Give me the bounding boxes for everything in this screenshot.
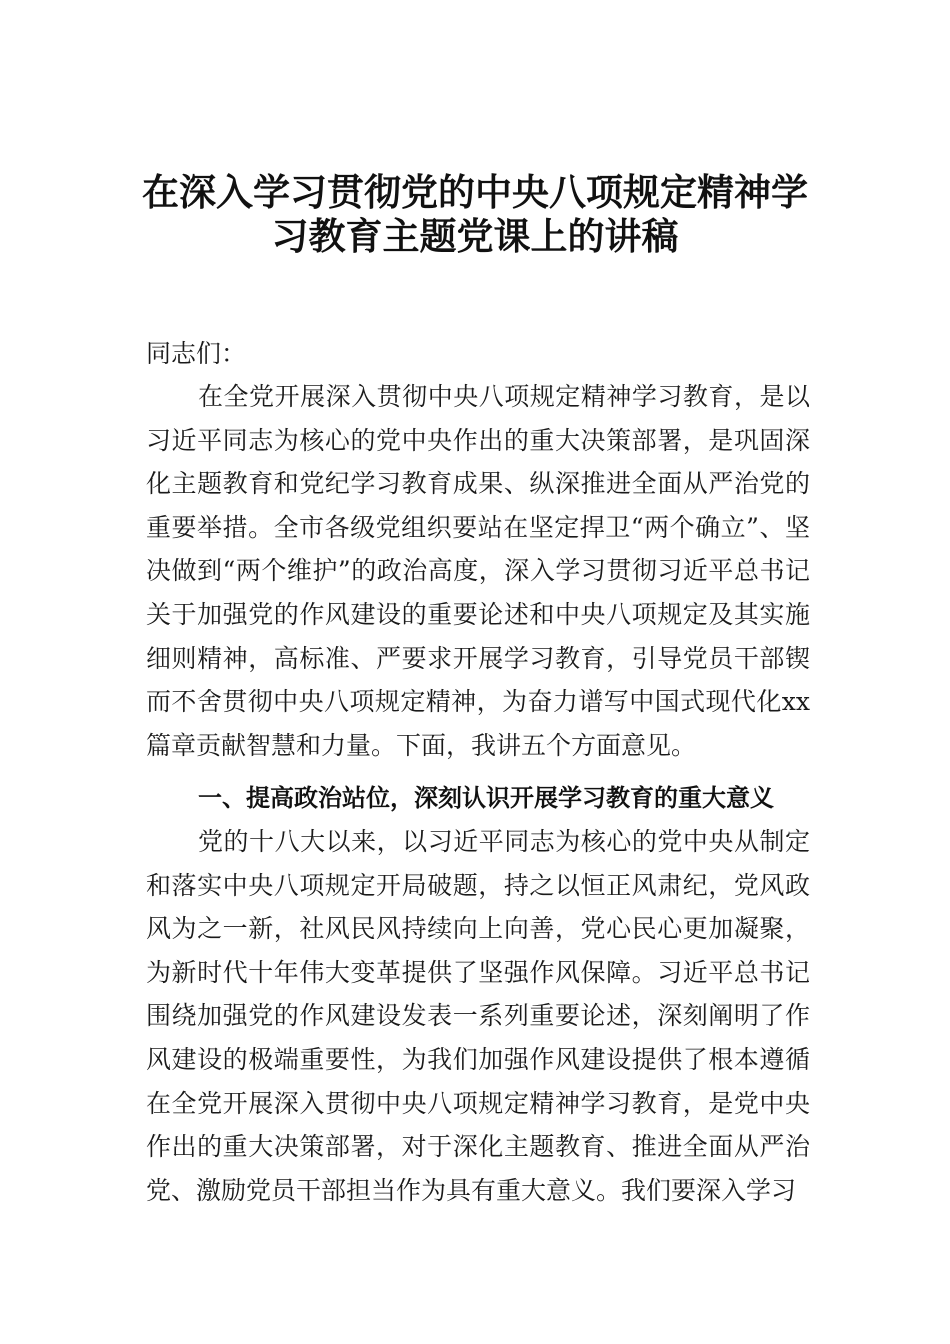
paragraph-2: 党的十八大以来，以习近平同志为核心的党中央从制定和落实中央八项规定开局破题，持之以恒正风肃纪，党风政风为之一新，社风民风持续向上向善，党心民心更加凝聚，为新时代十年伟大变革提供了坚强作风保障。习近平总书记围绕加强党的作风建设发表一系列重要论述，深刻阐明了作风建设的极端重要性，为我们加强作风建设提供了根本遵循在全党开展深入贯彻中央八项规定精神学习教育，是党中央作出的重大决策部署，对于深化主题教育、推进全面从严治党、激励党员干部担当作为具有重大意义。我们要深入学习	[146, 827, 810, 1205]
paragraph-1: 在全党开展深入贯彻中央八项规定精神学习教育，是以习近平同志为核心的党中央作出的重大决策部署，是巩固深化主题教育和党纪学习教育成果、纵深推进全面从严治党的重要举措。全市各级党组织要站在坚定捍卫“两个确立”、坚决做到“两个维护”的政治高度，深入学习贯彻习近平总书记关于加强党的作风建设的重要论述和中央八项规定及其实施细则精神，高标准、严要求开展学习教育，引导党员干部锲而不舍贯彻中央八项规定精神，为奋力谱写中国式现代化xx篇章贡献智慧和力量。下面，我讲五个方面意见。	[146, 382, 810, 760]
document-title-line-2: 习教育主题党课上的讲稿	[271, 214, 679, 258]
section-1-heading: 一、提高政治站位，深刻认识开展学习教育的重大意义	[198, 784, 774, 812]
document-title-line-1: 在深入学习贯彻党的中央八项规定精神学	[142, 170, 808, 214]
salutation: 同志们：	[146, 339, 247, 368]
